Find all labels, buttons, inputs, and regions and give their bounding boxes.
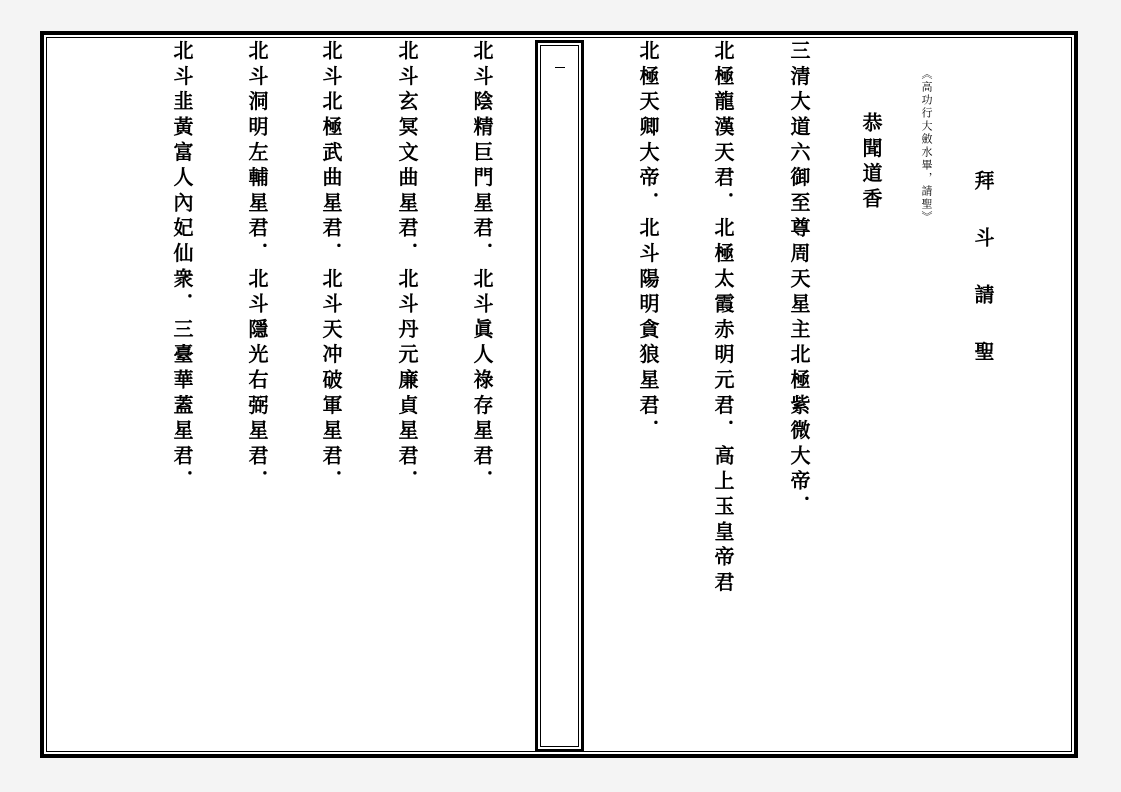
ritual-annotation: 《高功行大斂水畢，請聖》 xyxy=(920,68,933,224)
text-column-2: 北極龍漢天君．北極太霞赤明元君．高上玉皇帝君 xyxy=(711,40,735,597)
text-column-8: 北斗韭黃富人內妃仙衆．三臺華蓋星君． xyxy=(170,40,194,496)
invocation-line: 恭聞道香 xyxy=(859,112,883,214)
text-column-4: 北斗陰精巨門星君．北斗眞人祿存星君． xyxy=(470,40,494,496)
spine-inner-rule xyxy=(540,45,579,747)
text-column-7: 北斗洞明左輔星君．北斗隱光右弼星君． xyxy=(245,40,269,496)
text-column-3: 北極天卿大帝．北斗陽明貪狼星君． xyxy=(636,40,660,445)
text-column-1: 三清大道六御至尊周天星主北極紫微大帝． xyxy=(787,40,811,521)
spine-page-mark xyxy=(555,67,565,68)
page-title: 拜斗請聖 xyxy=(971,170,995,398)
center-fold-spine xyxy=(535,40,584,752)
text-column-5: 北斗玄冥文曲星君．北斗丹元廉貞星君． xyxy=(395,40,419,496)
text-column-6: 北斗北極武曲星君．北斗天冲破軍星君． xyxy=(319,40,343,496)
